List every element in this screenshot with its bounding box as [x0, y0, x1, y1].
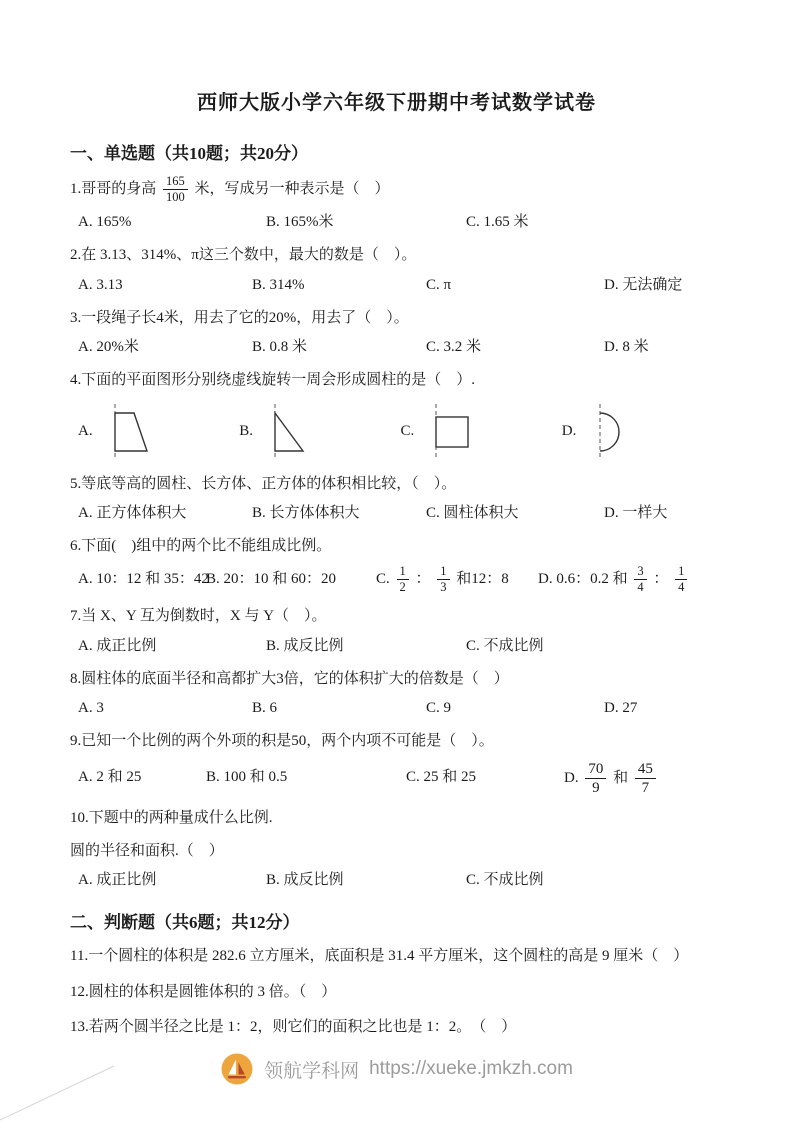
option-d-and: 和: [613, 769, 629, 786]
question-10-stem-line-1: 10.下题中的两种量成什么比例.: [70, 809, 273, 826]
question-10: [70, 807, 723, 893]
question-5-options: [78, 502, 723, 525]
option-b: B. 165%米: [266, 214, 334, 230]
fraction-numerator: 70: [585, 760, 606, 779]
question-12-stem: 12.圆柱的体积是圆锥体积的 3 倍。（ ）: [70, 983, 337, 1000]
option-b: B. 0.8 米: [252, 339, 308, 355]
fraction-numerator: 165: [163, 174, 188, 190]
section-1-heading: 一、单选题（共10题；共20分）: [70, 144, 308, 163]
fraction-45-7: [635, 760, 656, 797]
xueke-sail-logo-icon: [220, 1052, 254, 1086]
option-c: C. 不成比例: [466, 872, 544, 888]
fraction-denominator: 100: [166, 190, 185, 204]
question-7-stem: 7.当 X、Y 互为倒数时，X 与 Y（ ）。: [70, 608, 327, 625]
ratio-colon: ：: [653, 571, 669, 588]
question-2-stem: 2.在 3.13、314%、π这三个数中，最大的数是（ ）。: [70, 247, 417, 264]
question-8-options: [78, 697, 723, 720]
question-1: [70, 174, 723, 234]
question-7: [70, 605, 723, 658]
option-d: [564, 760, 723, 797]
footer-url-link[interactable]: https://xueke.jmkzh.com: [369, 1058, 573, 1079]
figure-c-label: C.: [400, 423, 415, 439]
option-c: C. 1.65 米: [466, 214, 529, 230]
figure-option-b: [239, 401, 400, 463]
fraction-numerator: 45: [635, 760, 656, 779]
question-4-figures: [78, 401, 723, 463]
option-c: C. π: [426, 276, 452, 293]
option-a: A. 3.13: [78, 276, 123, 293]
question-6: [70, 535, 723, 595]
question-6-options: [78, 564, 723, 595]
section-2-heading: 二、判断题（共6题；共12分）: [70, 913, 300, 933]
fraction-1-3: [437, 564, 449, 595]
question-8-stem: 8.圆柱体的底面半径和高都扩大3倍，它的体积扩大的倍数是（ ）: [70, 670, 509, 687]
question-4-stem: 4.下面的平面图形分别绕虚线旋转一周会形成圆柱的是（ ）.: [70, 372, 476, 389]
option-c-tail: 和12：8: [456, 571, 509, 588]
figure-option-d: [562, 401, 723, 463]
figure-option-a: [78, 401, 239, 463]
figure-b-label: B.: [239, 423, 254, 439]
question-6-stem: 6.下面( )组中的两个比不能组成比例。: [70, 538, 332, 554]
fraction-165-100: [163, 174, 188, 205]
option-c: C. 9: [426, 700, 452, 716]
question-9-options: [78, 760, 723, 797]
option-a: A. 正方体体积大: [78, 504, 187, 521]
question-11-stem: 11.一个圆柱的体积是 282.6 立方厘米，底面积是 31.4 平方厘米，这个圆柱的高是 9 厘米（ ）: [70, 948, 689, 965]
question-2: [70, 244, 723, 297]
page-title: 西师大版小学六年级下册期中考试数学试卷: [197, 92, 596, 114]
ratio-colon: ：: [415, 571, 431, 588]
question-8: [70, 668, 723, 721]
option-a: A. 10：12 和 35：42: [78, 571, 209, 588]
question-7-options: [78, 635, 723, 658]
option-b: B. 314%: [252, 276, 305, 293]
fraction-70-9: [585, 760, 606, 797]
fraction-denominator: 7: [641, 779, 650, 796]
question-3: [70, 307, 723, 360]
fraction-1-2: [397, 564, 409, 595]
question-3-options: [78, 336, 723, 359]
rectangle-figure: [422, 401, 478, 463]
fraction-denominator: 4: [678, 580, 685, 595]
option-d-label: D.: [564, 769, 579, 786]
footer-site-name: 领航学科网: [264, 1060, 360, 1082]
question-5: [70, 473, 723, 526]
option-d: D. 8 米: [604, 339, 649, 355]
fraction-numerator: 3: [634, 564, 646, 580]
option-a: A. 成正比例: [78, 872, 157, 888]
option-b: B. 20：10 和 60：20: [206, 571, 337, 588]
question-5-stem: 5.等底等高的圆柱、长方体、正方体的体积相比较，（ ）。: [70, 475, 457, 492]
option-b: B. 长方体体积大: [252, 504, 360, 521]
option-d: D. 无法确定: [604, 276, 683, 293]
question-10-stem-line-2: 圆的半径和面积.（ ）: [70, 842, 224, 859]
option-d: [538, 564, 723, 595]
fraction-1-4: [675, 564, 687, 595]
right-triangle-figure: [261, 401, 317, 463]
option-d: D. 一样大: [604, 504, 668, 521]
option-d-label: D. 0.6：0.2 和: [538, 571, 628, 588]
option-c: C. 圆柱体积大: [426, 504, 519, 521]
option-a: A. 165%: [78, 214, 132, 230]
question-1-stem: [70, 174, 723, 205]
option-d: D. 27: [604, 700, 638, 716]
option-b: B. 成反比例: [266, 872, 344, 888]
question-9: [70, 730, 723, 796]
fraction-numerator: 1: [437, 564, 449, 580]
option-a: A. 2 和 25: [78, 769, 142, 786]
question-2-options: [78, 274, 723, 297]
option-a: A. 20%米: [78, 339, 139, 355]
question-1-text-post: 米，写成另一种表示是（ ）: [194, 180, 390, 197]
fraction-denominator: 9: [592, 779, 600, 796]
option-c: C. 25 和 25: [406, 769, 477, 786]
option-b: B. 6: [252, 700, 278, 716]
option-a: A. 3: [78, 700, 104, 716]
question-10-options: [78, 869, 723, 892]
right-trapezoid-figure: [101, 401, 157, 463]
figure-d-label: D.: [561, 423, 577, 439]
option-b: B. 100 和 0.5: [206, 769, 288, 786]
option-b: B. 成反比例: [266, 637, 344, 654]
fraction-3-4: [634, 564, 646, 595]
question-1-options: [78, 211, 723, 234]
footer: [0, 1052, 793, 1086]
question-9-stem: 9.已知一个比例的两个外项的积是50，两个内项不可能是（ ）。: [70, 733, 494, 750]
option-c-label: C.: [376, 571, 390, 588]
option-c: [376, 564, 538, 595]
semicircle-figure: [584, 401, 640, 463]
fraction-denominator: 4: [637, 580, 644, 595]
question-1-text-pre: 1.哥哥的身高: [70, 180, 157, 197]
fraction-numerator: 1: [675, 564, 687, 580]
fraction-numerator: 1: [397, 564, 409, 580]
question-13-stem: 13.若两个圆半径之比是 1：2，则它们的面积之比也是 1：2。 （ ）: [70, 1018, 517, 1035]
question-3-stem: 3.一段绳子长4米，用去了它的20%，用去了（ ）。: [70, 309, 409, 326]
option-c: C. 不成比例: [466, 637, 544, 654]
fraction-denominator: 3: [440, 580, 447, 595]
figure-option-c: [401, 401, 562, 463]
option-a: A. 成正比例: [78, 637, 157, 654]
option-c: C. 3.2 米: [426, 339, 482, 355]
fraction-denominator: 2: [399, 580, 406, 595]
figure-a-label: A.: [78, 423, 93, 439]
question-4: [70, 369, 723, 462]
